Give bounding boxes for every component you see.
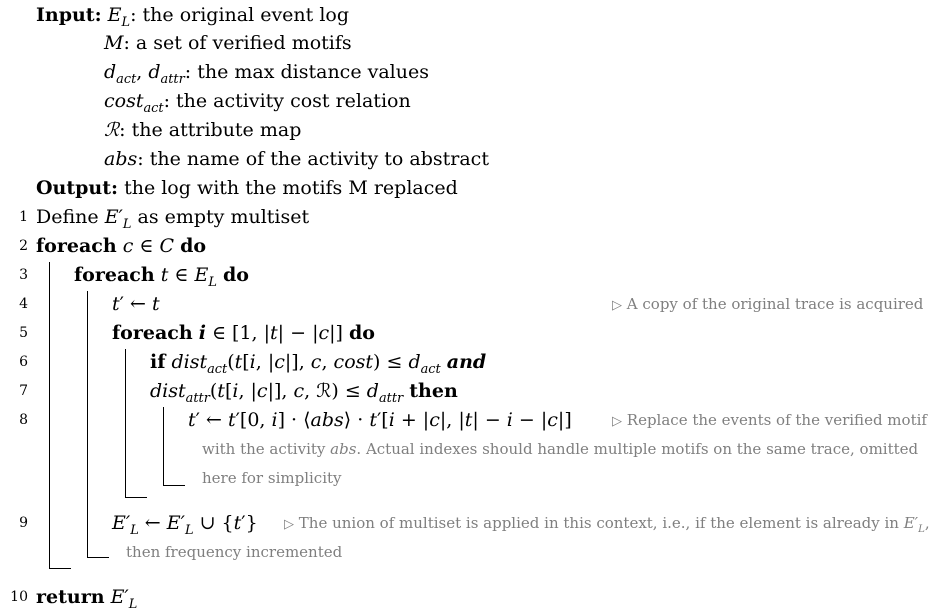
line-number-9: 9 — [19, 515, 28, 531]
input-var-5: ℛ — [104, 119, 120, 141]
input-var-4: cost — [104, 90, 144, 112]
line-number-10: 10 — [10, 589, 28, 605]
line-number-2: 2 — [19, 238, 28, 254]
algo-line-7: dist$_{attr}$(t[i, |c|], c, ℛ) ≤ $d_{attr}$ then — [150, 380, 458, 406]
input-var-2: M — [104, 32, 124, 54]
input-line-2 — [104, 30, 352, 56]
line-number-1: 1 — [19, 209, 28, 225]
output-label: Output: — [36, 177, 119, 199]
comment-line-4: ▷ A copy of the original trace is acquired — [612, 295, 924, 313]
algo-line-2: foreach c ∈ C do — [36, 235, 207, 257]
line-number-4: 4 — [19, 296, 28, 312]
input-var-6: abs — [104, 148, 138, 170]
scope-line-if — [163, 407, 164, 485]
input-line-1: Input: $E_L$: the original event log — [36, 4, 350, 30]
algo-line-6: if dist$_{act}$(t[i, |c|], c, $\cos t) \le d_{act}$ and — [150, 351, 487, 377]
algo-line-9: $E'_L$ ← $E'_L$ ∪ {t′} — [112, 512, 258, 538]
input-label: Input: — [36, 4, 102, 26]
input-desc-6: : the name of the activity to abstract — [137, 148, 489, 170]
scope-line-foreach-t — [87, 291, 88, 557]
comment-line-9a: ▷ The union of multiset is applied in this context, i.e., if the element is already in $E'_L$, — [284, 514, 930, 535]
output-desc: the log with the motifs M replaced — [124, 177, 458, 199]
algo-line-10: return $E'_L$ — [36, 586, 138, 612]
input-desc-4: : the activity cost relation — [163, 90, 411, 112]
algo-line-4: t′ ← t — [112, 293, 160, 315]
line-number-7: 7 — [19, 383, 28, 399]
line-number-3: 3 — [19, 267, 28, 283]
line-number-6: 6 — [19, 354, 28, 370]
input-line-6 — [104, 146, 489, 172]
algo-line-8: t′ ← t′[0, i] · ⟨abs⟩ · t′[i + |c|, |t| − i − |c|] — [188, 409, 572, 431]
line-number-5: 5 — [19, 325, 28, 341]
comment-line-8a: ▷ Replace the events of the verified motif — [612, 411, 927, 429]
input-line-3: $d_{act}$, $d_{attr}$: the max distance values — [104, 61, 429, 87]
comment-line-9b: then frequency incremented — [126, 543, 343, 561]
input-desc-2: : a set of verified motifs — [123, 32, 352, 54]
scope-end-foreach-i — [125, 497, 147, 498]
algo-line-1: Define $E'_L$ as empty multiset — [36, 206, 310, 232]
algo-line-3: foreach t ∈ $E_L$ do — [74, 264, 249, 290]
algo-line-5: foreach i ∈ [1, |t| − |c|] do — [112, 322, 375, 344]
input-line-4: cost$_{act}$: the activity cost relation — [104, 90, 411, 116]
scope-end-foreach-t — [87, 557, 109, 558]
comment-line-8c: here for simplicity — [202, 469, 342, 487]
scope-end-foreach-c — [49, 568, 71, 569]
output-line — [36, 175, 458, 201]
scope-line-foreach-c — [49, 262, 50, 568]
input-line-5 — [104, 117, 301, 143]
line-number-8: 8 — [19, 412, 28, 428]
scope-line-foreach-i — [125, 349, 126, 497]
input-desc-1: : the original event log — [130, 4, 350, 26]
input-desc-3: : the max distance values — [184, 61, 429, 83]
comment-line-8b: with the activity abs. Actual indexes should handle multiple motifs on the same trace, omitted — [202, 440, 919, 458]
input-desc-5: : the attribute map — [119, 119, 302, 141]
scope-end-if — [163, 485, 185, 486]
